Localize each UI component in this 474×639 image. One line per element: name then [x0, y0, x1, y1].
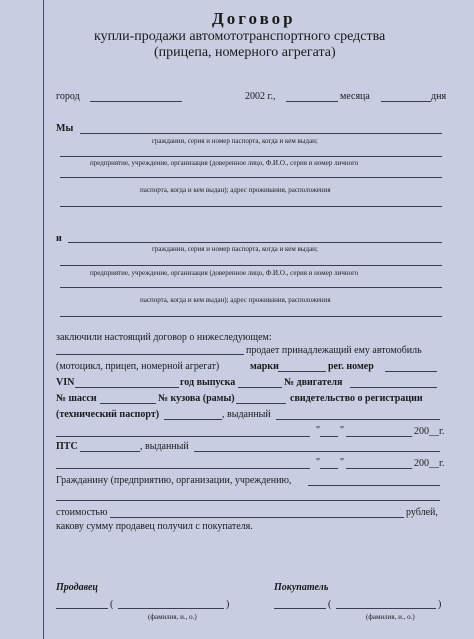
pts-issuer-field[interactable]: [194, 451, 440, 452]
party1-field-2[interactable]: [60, 156, 442, 157]
party2-field-2[interactable]: [60, 265, 442, 266]
party2-field-3[interactable]: [60, 287, 442, 288]
quote-close: ": [340, 425, 345, 436]
party2-field-1[interactable]: [68, 242, 442, 243]
city-label: город: [56, 91, 80, 102]
tech-passport-field[interactable]: [164, 419, 222, 420]
month-label: месяца: [340, 91, 370, 102]
seller-paren-open: (: [110, 599, 114, 610]
vin-label: VIN: [56, 377, 75, 388]
party1-caption-1: граждании, серия и номер паспорта, когда и кем выдан;: [152, 137, 318, 145]
citizen-field-2[interactable]: [56, 500, 440, 501]
citizen-field[interactable]: [308, 485, 440, 486]
party2-caption-3: паспорта, когда и кем выдан); адрес проживания, расположения: [140, 296, 331, 304]
document-subtitle-2: (прицепа, номерного агрегата): [154, 45, 336, 60]
seller-field[interactable]: [56, 354, 244, 355]
pts-vydannyi-label: , выданный: [140, 441, 189, 452]
pts-label: ПТС: [56, 441, 78, 452]
party2-label: и: [56, 233, 62, 244]
buyer-name-field[interactable]: [336, 608, 436, 609]
tech-passport-month-field[interactable]: [346, 436, 412, 437]
svidetelstvo-label: свидетельство о регистрации: [290, 393, 423, 404]
party2-caption-2: предприятие, учреждение, организация (доверенное лицо, Ф.И.О., серия и номер личного: [90, 269, 359, 277]
party1-caption-3: паспорта, когда и кем выдан); адрес проживания, расположения: [140, 186, 331, 194]
god-vypuska-field[interactable]: [238, 387, 282, 388]
citizen-text: Гражданину (предприятию, организации, учреждению,: [56, 475, 292, 486]
vehicle-types-text: (мотоцикл, прицеп, номерной агрегат): [56, 361, 220, 372]
year-label: 2002 г.,: [245, 91, 276, 102]
reg-nomer-field[interactable]: [385, 371, 437, 372]
vin-field[interactable]: [75, 387, 179, 388]
nomer-kuzova-label: № кузова (рамы): [158, 393, 235, 404]
quote-open: ": [316, 425, 321, 436]
pts-field[interactable]: [80, 451, 140, 452]
buyer-fio-caption: (фамилия, и., о.): [366, 613, 415, 621]
nomer-shassi-label: № шасси: [56, 393, 97, 404]
intro-text: заключили настоящий договор о нижеследующем:: [56, 332, 272, 343]
party2-field-4[interactable]: [60, 316, 442, 317]
buyer-paren-close: ): [438, 599, 442, 610]
pts-quote-close: ": [340, 457, 345, 468]
received-text: какову сумму продавец получил с покупателя.: [56, 521, 253, 532]
vydannyi-label: , выданный: [222, 409, 271, 420]
tech-passport-issuer-field-2[interactable]: [56, 436, 310, 437]
nomer-shassi-field[interactable]: [100, 403, 156, 404]
seller-label: Продавец: [56, 582, 98, 593]
seller-signature-field[interactable]: [56, 608, 108, 609]
god-vypuska-label: год выпуска: [180, 377, 236, 388]
city-field[interactable]: [90, 101, 182, 102]
party2-caption-1: граждании, серия и номер паспорта, когда и кем выдан;: [152, 245, 318, 253]
pts-issuer-field-2[interactable]: [56, 468, 310, 469]
cost-label: стоимостью: [56, 507, 108, 518]
party1-field-4[interactable]: [60, 206, 442, 207]
nomer-dvigatelya-field[interactable]: [350, 387, 437, 388]
buyer-label: Покупатель: [274, 582, 329, 593]
month-field[interactable]: [286, 101, 338, 102]
pts-year-label: 200__г.: [414, 458, 445, 469]
reg-nomer-label: рег. номер: [328, 361, 374, 372]
tech-passport-label: (технический паспорт): [56, 409, 160, 420]
tech-passport-day-field[interactable]: [320, 436, 338, 437]
party1-field-3[interactable]: [60, 177, 442, 178]
seller-paren-close: ): [226, 599, 230, 610]
rubles-label: рублей,: [406, 507, 438, 518]
buyer-signature-field[interactable]: [274, 608, 326, 609]
seller-fio-caption: (фамилия, и., о.): [148, 613, 197, 621]
party1-label: Мы: [56, 123, 74, 134]
nomer-kuzova-field[interactable]: [236, 403, 286, 404]
sells-text: продает принадлежащий ему автомобиль: [246, 345, 422, 356]
day-field[interactable]: [381, 101, 431, 102]
tech-passport-year-label: 200__г.: [414, 426, 445, 437]
buyer-paren-open: (: [328, 599, 332, 610]
marka-label: марки: [250, 361, 279, 372]
document-subtitle: купли-продажи автомототранспортного средства: [94, 29, 386, 44]
pts-day-field[interactable]: [320, 468, 338, 469]
cost-field[interactable]: [110, 517, 404, 518]
pts-quote-open: ": [316, 457, 321, 468]
party1-field-1[interactable]: [80, 133, 442, 134]
pts-month-field[interactable]: [346, 468, 412, 469]
party1-caption-2: предприятие, учреждение, организация (доверенное лицо, Ф.И.О., серия и номер личного: [90, 159, 359, 167]
document-title: Договор: [212, 9, 296, 28]
binding-margin-line: [43, 0, 44, 639]
day-label: дня: [431, 91, 447, 102]
seller-name-field[interactable]: [118, 608, 224, 609]
marka-field[interactable]: [278, 371, 326, 372]
tech-passport-issuer-field[interactable]: [276, 419, 440, 420]
nomer-dvigatelya-label: № двигателя: [284, 377, 343, 388]
